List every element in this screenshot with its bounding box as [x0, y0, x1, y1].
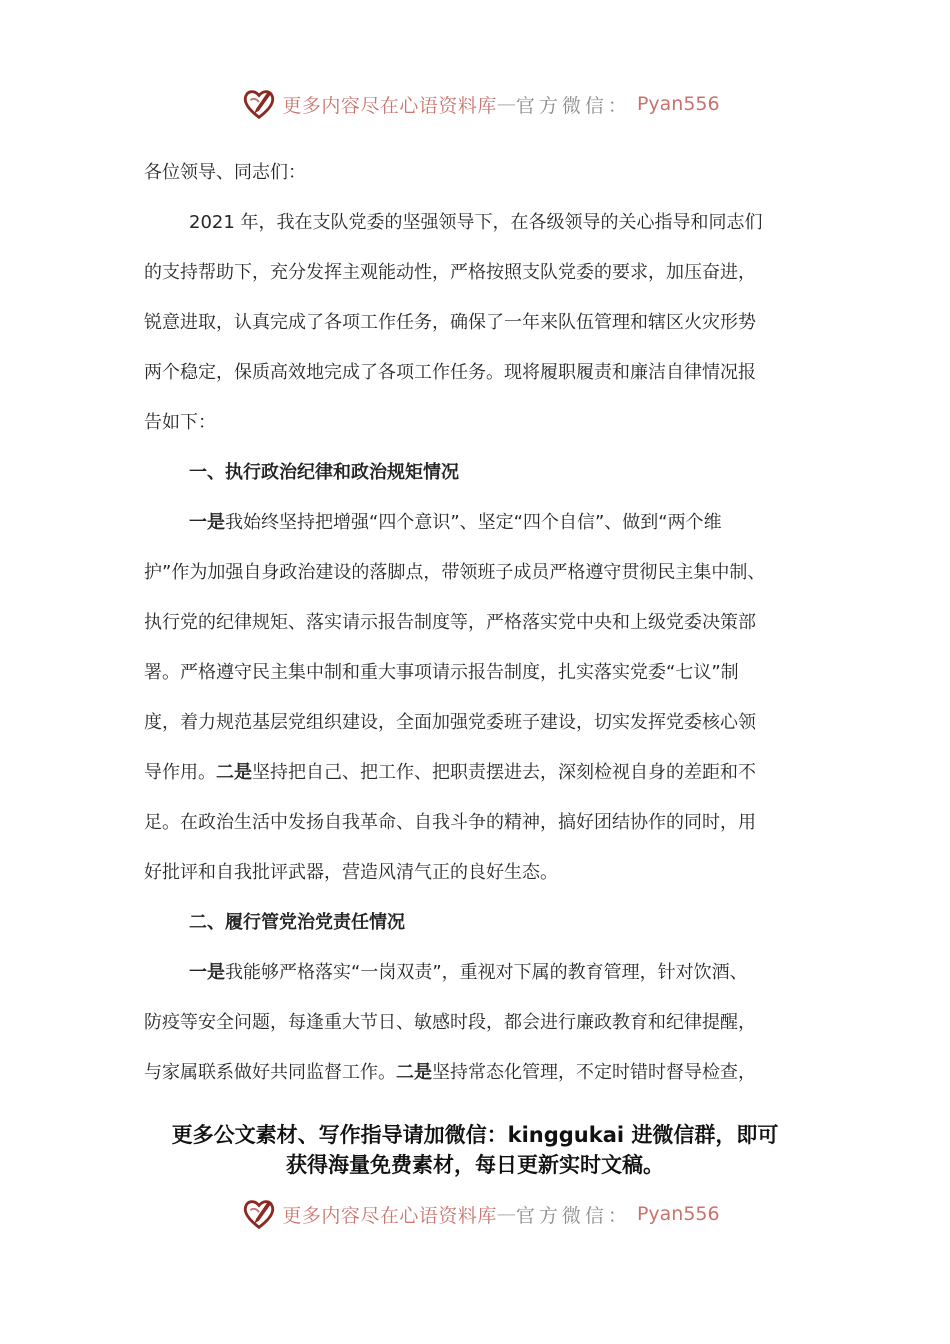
banner-site-text: 更多内容尽在心语资料库	[282, 94, 497, 117]
salutation: 各位领导、同志们：	[144, 162, 306, 183]
promo-note-line: 获得海量免费素材，每日更新实时文稿。	[286, 1153, 664, 1177]
intro-line: 告如下：	[144, 412, 216, 433]
intro-line: 的支持帮助下，充分发挥主观能动性，严格按照支队党委的要求，加压奋进，	[144, 262, 756, 283]
bottom-watermark-banner	[0, 1194, 950, 1234]
section-1-line: 度，着力规范基层党组织建设，全面加强党委班子建设，切实发挥党委核心领	[144, 712, 756, 733]
section-1-line: 好批评和自我批评武器，营造风清气正的良好生态。	[144, 862, 558, 883]
banner-dash: —	[496, 93, 516, 115]
section-2-line: 防疫等安全问题，每逢重大节日、敏感时段，都会进行廉政教育和纪律提醒，	[144, 1012, 756, 1033]
top-watermark-banner	[0, 84, 950, 124]
section-1-line: 一是我始终坚持把增强“四个意识”、坚定“四个自信”、做到“两个维	[189, 512, 722, 533]
point-two-label: 二是	[216, 762, 252, 783]
document-body	[144, 148, 806, 1098]
section-1-line: 导作用。二是坚持把自己、把工作、把职责摆进去，深刻检视自身的差距和不	[144, 762, 756, 783]
section-2-line: 与家属联系做好共同监督工作。二是坚持常态化管理，不定时错时督导检查，	[144, 1062, 756, 1083]
banner-site-text: 更多内容尽在心语资料库	[282, 1204, 497, 1227]
intro-line: 两个稳定，保质高效地完成了各项工作任务。现将履职履责和廉洁自律情况报	[144, 362, 756, 383]
banner-wechat-id: Pyan556	[636, 93, 720, 115]
heart-pen-logo-icon	[240, 1195, 278, 1233]
section-1-line: 执行党的纪律规矩、落实请示报告制度等，严格落实党中央和上级党委决策部	[144, 612, 756, 633]
section-2-line: 一是我能够严格落实“一岗双责”，重视对下属的教育管理，针对饮酒、	[189, 962, 748, 983]
section-1-line: 足。在政治生活中发扬自我革命、自我斗争的精神，搞好团结协作的同时，用	[144, 812, 756, 833]
intro-line: 锐意进取，认真完成了各项工作任务，确保了一年来队伍管理和辖区火灾形势	[144, 312, 756, 333]
banner-wechat-id: Pyan556	[636, 1203, 720, 1225]
intro-line: 2021 年，我在支队党委的坚强领导下，在各级领导的关心指导和同志们	[189, 212, 763, 233]
banner-wechat-prefix: 官方微信：	[515, 94, 631, 117]
section-1-line: 护”作为加强自身政治建设的落脚点，带领班子成员严格遵守贯彻民主集中制、	[144, 562, 766, 583]
section-2-heading: 二、履行管党治党责任情况	[189, 912, 405, 933]
point-one-label: 一是	[189, 962, 225, 983]
section-1-heading: 一、执行政治纪律和政治规矩情况	[189, 462, 459, 483]
heart-pen-logo-icon	[240, 85, 278, 123]
promo-note-line: 更多公文素材、写作指导请加微信：kinggukai 进微信群，即可	[171, 1123, 779, 1147]
point-two-label: 二是	[396, 1062, 432, 1083]
banner-dash: —	[496, 1203, 516, 1225]
banner-wechat-prefix: 官方微信：	[515, 1204, 631, 1227]
point-one-label: 一是	[189, 512, 225, 533]
promo-note	[0, 1120, 950, 1180]
section-1-line: 署。严格遵守民主集中制和重大事项请示报告制度，扎实落实党委“七议”制	[144, 662, 739, 683]
